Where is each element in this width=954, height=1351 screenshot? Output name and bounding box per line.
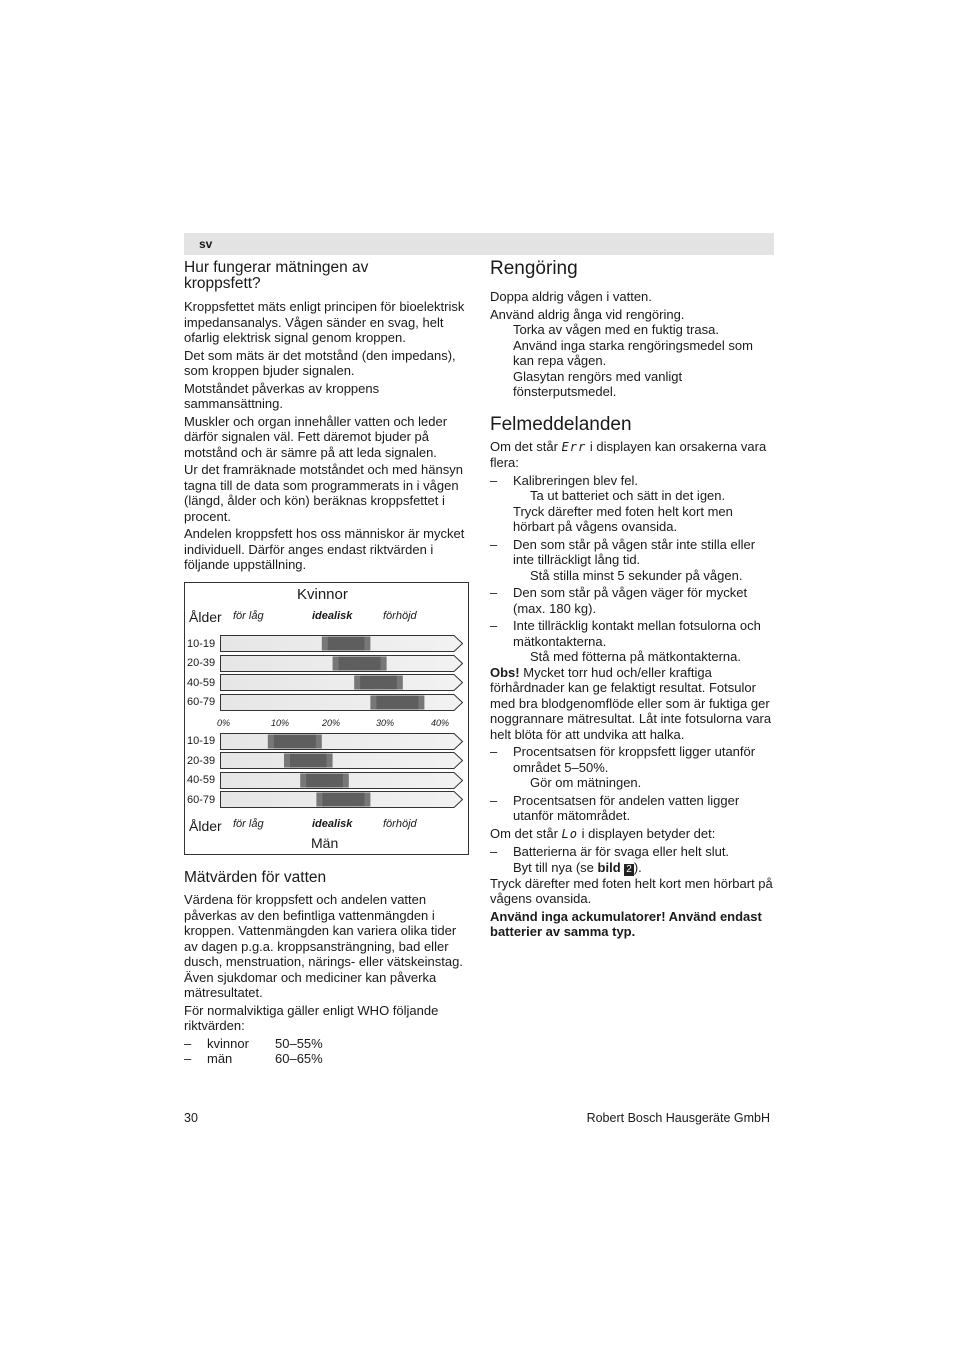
bar-body [221,753,463,769]
heading-water: Mätvärden för vatten [184,869,327,886]
water-section [184,870,469,1067]
zone-label-high-bottom: förhöjd [383,818,417,830]
list-item [184,1051,469,1067]
error-cause: – Kalibreringen blev fel. [490,473,776,489]
zone-label-ideal-top: idealisk [312,610,353,622]
error-fix: Tryck därefter med foten helt kort men hörbart på vågens ovansida. [513,503,733,534]
age-row-label: 20-39 [187,755,216,767]
age-row-label: 60-79 [187,696,216,708]
bar-svg [220,635,463,652]
error-cause: – Den som står på vågen väger för mycket (max. 180 kg). [490,585,776,616]
ideal-range-core [322,793,364,807]
bar-svg [220,791,463,808]
x-tick: 20% [322,718,341,728]
bar-body [221,695,463,711]
bar-body [221,675,463,691]
bar-men-10-19 [220,733,463,750]
lo-tap: Tryck därefter med foten helt kort men hörbart på vågens ovansida. [490,875,773,906]
bar-body [221,734,463,750]
battery-warning: Använd inga ackumulatorer! Använd endast batterier av samma typ. [490,908,762,939]
footer-company: Robert Bosch Hausgeräte GmbH [586,1111,770,1125]
water-value: 50–55% [275,1035,323,1051]
bar-svg [220,674,463,691]
x-tick: 10% [271,718,290,728]
ideal-range-core [306,774,343,788]
obs-note [490,665,776,743]
ideal-range-core [328,637,365,651]
lo-intro: Om det står Lo i displayen betyder det: [490,825,716,841]
cleaning-step: Torka av vågen med en fuktig trasa. [513,322,719,337]
chart-title-women: Kvinnor [297,586,348,603]
water-label: män [207,1051,233,1066]
page-number: 30 [184,1111,198,1125]
x-tick: 40% [431,718,450,728]
bar-women-10-19 [220,635,463,652]
zone-label-low-bottom: för låg [233,818,264,830]
display-code-lo: Lo [561,826,578,841]
error-fix: Ta ut batteriet och sätt in det igen. [530,488,726,503]
err-intro: Om det står Err i displayen kan orsakerna vara flera: [490,438,767,470]
error-cause: – Procentsatsen för kroppsfett ligger utanför området 5–50%. [490,744,776,775]
body-fat-paragraph: Muskler och organ innehåller vatten och leder därför signalen väl. Fett däremot bjuder på motstånd och är sämre på att leda signalen. [184,413,448,460]
age-label-bottom: Ålder [189,818,222,834]
cleaning-line: Använd aldrig ånga vid rengöring. [490,306,685,322]
water-paragraph: För normalviktiga gäller enligt WHO följande riktvärden: [184,1002,439,1033]
age-row-label: 10-19 [187,735,216,747]
age-row-label: 60-79 [187,794,216,806]
chart-title-men: Män [311,835,339,851]
bar-svg [220,772,463,789]
body-fat-paragraph: Ur det framräknade motståndet och med hänsyn tagna till de data som programmerats in i vågen (längd, ålder och kön) beräknas kroppsfettet i procent. [184,462,463,524]
figure-reference: 2 [626,863,632,875]
zone-label-high-top: förhöjd [383,610,417,622]
water-values-list [184,1036,469,1067]
error-cause: – Den som står på vågen står inte stilla eller inte tillräckligt lång tid. [490,537,776,568]
body-fat-paragraph: Det som mäts är det motstånd (den impedans), som kroppen bjuder signalen. [184,347,456,378]
left-column [184,260,469,575]
bar-women-60-79 [220,694,463,711]
ideal-range-core [360,676,397,690]
language-code: sv [199,237,213,251]
lo-cause: – Batterierna är för svaga eller helt slut. [490,844,776,860]
heading-body-fat: Hur fungerar mätningen av kroppsfett? [184,259,369,292]
water-paragraph: Värdena för kroppsfett och andelen vatten påverkas av den befintliga vattenmängden i kroppen. Vattenmängden kan variera olika tider av dagen p.g.a. kroppsansträngning, bad eller dusch, menstruation, närings- eller vätskeinstag. Även sjukdomar och mediciner kan påverka mätresultatet. [184,892,463,1000]
zone-label-ideal-bottom: idealisk [312,818,353,830]
bar-svg [220,694,463,711]
age-row-label: 10-19 [187,638,216,650]
age-row-label: 40-59 [187,677,216,689]
language-bar [184,233,774,255]
cleaning-step: Använd inga starka rengöringsmedel som kan repa vågen. [513,337,753,368]
cleaning-line: Doppa aldrig vågen i vatten. [490,289,652,304]
bar-svg [220,733,463,750]
x-tick: 0% [217,718,231,728]
ideal-range-core [339,657,381,671]
bar-men-20-39 [220,752,463,769]
zone-label-low-top: för låg [233,610,264,622]
right-column [490,258,776,942]
ideal-range-core [376,696,418,710]
body-fat-chart [184,582,469,855]
error-cause: – Inte tillräcklig kontakt mellan fotsulorna och mätkontakterna. [490,618,776,649]
list-item [184,1036,469,1052]
obs-label: Obs! [490,664,520,680]
age-label-top: Ålder [189,609,222,625]
lo-fix: Byt till nya (se bild 2 ). [513,859,642,875]
water-value: 60–65% [275,1051,323,1066]
water-label: kvinnor [207,1035,249,1051]
display-code-err: Err [561,439,587,454]
age-row-label: 40-59 [187,774,216,786]
age-row-label: 20-39 [187,657,216,669]
bar-men-40-59 [220,772,463,789]
error-fix: Stå stilla minst 5 sekunder på vågen. [530,567,743,583]
ideal-range-core [274,735,316,749]
bar-women-40-59 [220,674,463,691]
x-tick: 30% [376,718,395,728]
body-fat-paragraph: Andelen kroppsfett hos oss människor är mycket individuell. Därför anges endast riktvärden i följande uppställning. [184,526,465,572]
body-fat-paragraph: Motståndet påverkas av kroppens sammansättning. [184,380,380,411]
error-fix: Gör om mätningen. [530,775,642,790]
bar-svg [220,655,463,672]
bar-women-20-39 [220,655,463,672]
body-fat-paragraph: Kroppsfettet mäts enligt principen för bioelektrisk impedansanalys. Vågen sänder en svag, helt ofarlig elektrisk signal genom kroppen. [184,299,465,345]
bar-men-60-79 [220,791,463,808]
error-cause: – Procentsatsen för andelen vatten ligger utanför mätområdet. [490,793,776,824]
ideal-range-core [290,754,327,768]
obs-text: Mycket torr hud och/eller kraftiga förhårdnader kan ge felaktigt resultat. Fotsulor med bra blodgenomflöde eller som är fuktiga ger noggrannare mätresultat. Låt inte fotsulorna vara helt blöta för att undvika att halka. [490,664,772,742]
bar-svg [220,752,463,769]
heading-cleaning: Rengöring [490,258,578,279]
error-fix: Stå med fötterna på mätkontakterna. [530,649,742,664]
cleaning-step: Glasytan rengörs med vanligt fönsterputsmedel. [513,368,683,399]
heading-errors: Felmeddelanden [490,413,632,435]
